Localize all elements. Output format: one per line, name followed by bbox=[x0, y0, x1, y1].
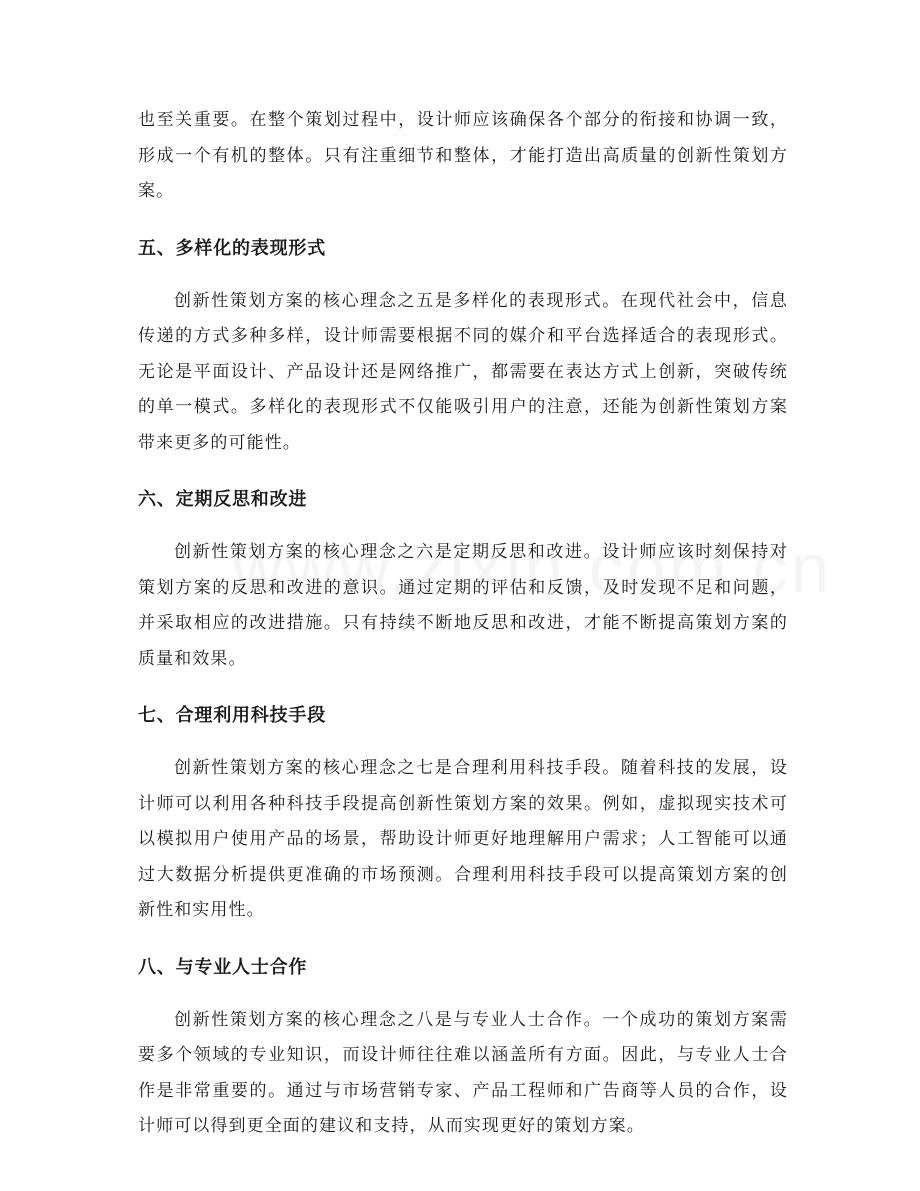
intro-paragraph: 也至关重要。在整个策划过程中，设计师应该确保各个部分的衔接和协调一致，形成一个有机的整体。只有注重细节和整体，才能打造出高质量的创新性策划方案。 bbox=[138, 110, 788, 201]
document-body bbox=[138, 103, 788, 1145]
section-heading: 七、合理利用科技手段 bbox=[138, 705, 326, 726]
section-8 bbox=[138, 953, 788, 1145]
section-paragraph: 创新性策划方案的核心理念之八是与专业人士合作。一个成功的策划方案需要多个领域的专业知识，而设计师往往难以涵盖所有方面。因此，与专业人士合作是非常重要的。通过与市场营销专家、产品工程师和广告商等人员的合作，设计师可以得到更全面的建议和支持，从而实现更好的策划方案。 bbox=[138, 1009, 788, 1136]
section-heading: 五、多样化的表现形式 bbox=[138, 237, 326, 259]
section-6 bbox=[138, 485, 788, 677]
section-7 bbox=[138, 701, 788, 929]
section-paragraph: 创新性策划方案的核心理念之七是合理利用科技手段。随着科技的发展，设计师可以利用各种科技手段提高创新性策划方案的效果。例如，虚拟现实技术可以模拟用户使用产品的场景，帮助设计师更好地理解用户需求；人工智能可以通过大数据分析提供更准确的市场预测。合理利用科技手段可以提高策划方案的创新性和实用性。 bbox=[138, 758, 788, 920]
section-heading: 八、与专业人士合作 bbox=[138, 956, 308, 978]
section-paragraph: 创新性策划方案的核心理念之六是定期反思和改进。设计师应该时刻保持对策划方案的反思和改进的意识。通过定期的评估和反馈，及时发现不足和问题，并采取相应的改进措施。只有持续不断地反思和改进，才能不断提高策划方案的质量和效果。 bbox=[138, 542, 788, 669]
section-heading: 六、定期反思和改进 bbox=[138, 489, 308, 510]
section-paragraph: 创新性策划方案的核心理念之五是多样化的表现形式。在现代社会中，信息传递的方式多种多样，设计师需要根据不同的媒介和平台选择适合的表现形式。无论是平面设计、产品设计还是网络推广，都需要在表达方式上创新，突破传统的单一模式。多样化的表现形式不仅能吸引用户的注意，还能为创新性策划方案带来更多的可能性。 bbox=[138, 290, 788, 453]
section-5 bbox=[138, 234, 788, 462]
